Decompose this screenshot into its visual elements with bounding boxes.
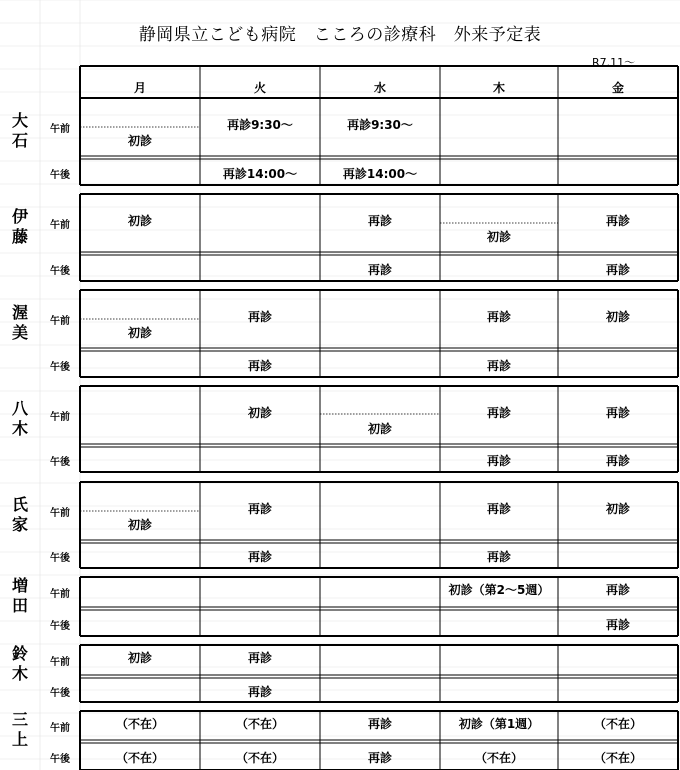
period-label-pm: 午後 bbox=[50, 169, 70, 181]
schedule-cell-pm: 再診 bbox=[247, 358, 272, 373]
schedule-cell-am: 再診 bbox=[605, 214, 630, 228]
schedule-cell-pm: （不在） bbox=[235, 751, 284, 765]
period-label-am: 午前 bbox=[50, 657, 70, 668]
schedule-cell-am: 初診（第1週） bbox=[458, 716, 540, 731]
schedule-cell-am: 再診 bbox=[247, 502, 272, 516]
schedule-cell-am: 再診9:30～ bbox=[347, 118, 413, 132]
doctor-name: 鈴 木 bbox=[11, 644, 28, 683]
period-label-am: 午前 bbox=[50, 220, 70, 231]
period-label-pm: 午後 bbox=[50, 553, 70, 564]
schedule-cell-am: 初診 bbox=[605, 502, 630, 516]
period-label-pm: 午後 bbox=[50, 754, 70, 765]
schedule-cell-am: 再診 bbox=[486, 310, 511, 324]
schedule-cell-am: 初診 bbox=[127, 325, 152, 340]
schedule-cell-pm: 再診 bbox=[486, 358, 511, 373]
schedule-cell-pm: 再診 bbox=[605, 262, 630, 277]
page-title: 静岡県立こども病院 こころの診療科 外来予定表 bbox=[138, 25, 542, 45]
schedule-cell-pm: 再診14:00～ bbox=[222, 166, 298, 181]
schedule-cell-am: 再診9:30～ bbox=[227, 118, 293, 132]
doctor-name: 増 田 bbox=[11, 576, 28, 615]
schedule-cell-pm: 再診 bbox=[247, 684, 272, 699]
period-label-pm: 午後 bbox=[50, 457, 70, 468]
day-header-0: 月 bbox=[133, 81, 146, 95]
period-label-am: 午前 bbox=[50, 722, 70, 734]
schedule-cell-am: 再診 bbox=[367, 214, 392, 228]
schedule-cell-pm: （不在） bbox=[115, 751, 164, 765]
schedule-cell-am: 初診（第2～5週） bbox=[448, 583, 550, 597]
doctor-name: 氏 家 bbox=[11, 495, 28, 534]
schedule-cell-am: （不在） bbox=[115, 716, 164, 731]
schedule-cell-am: 再診 bbox=[486, 406, 511, 420]
schedule-cell-pm: 再診 bbox=[605, 454, 630, 468]
schedule-cell-am: 初診 bbox=[486, 229, 511, 244]
schedule-cell-pm: 再診 bbox=[367, 751, 392, 765]
period-label-am: 午前 bbox=[50, 508, 70, 519]
schedule-cell-pm: 再診 bbox=[247, 550, 272, 564]
period-label-pm: 午後 bbox=[50, 687, 70, 699]
schedule-cell-am: 初診 bbox=[127, 517, 152, 532]
schedule-cell-pm: 再診 bbox=[367, 262, 392, 277]
schedule-cell-am: 初診 bbox=[367, 421, 392, 436]
period-label-pm: 午後 bbox=[50, 361, 70, 373]
schedule-cell-pm: 再診 bbox=[486, 454, 511, 468]
period-label-am: 午前 bbox=[50, 124, 70, 135]
period-label-am: 午前 bbox=[50, 589, 70, 600]
schedule-cell-am: 再診 bbox=[247, 651, 272, 665]
schedule-cell-pm: 再診 bbox=[605, 617, 630, 632]
day-header-1: 火 bbox=[253, 81, 266, 95]
doctor-name: 三 上 bbox=[11, 709, 28, 749]
period-label-pm: 午後 bbox=[50, 620, 70, 632]
doctor-name: 伊 藤 bbox=[11, 207, 28, 246]
schedule-cell-am: （不在） bbox=[235, 716, 284, 731]
schedule-cell-am: 再診 bbox=[247, 310, 272, 324]
schedule-cell-am: 再診 bbox=[605, 583, 630, 597]
doctor-name: 八 木 bbox=[11, 399, 28, 438]
schedule-cell-am: 再診 bbox=[605, 406, 630, 420]
schedule-cell-am: 初診 bbox=[127, 133, 152, 148]
period-label-pm: 午後 bbox=[50, 265, 70, 277]
day-header-3: 木 bbox=[492, 81, 505, 95]
schedule-cell-pm: （不在） bbox=[474, 751, 523, 765]
schedule-cell-pm: 再診14:00～ bbox=[342, 166, 418, 181]
doctor-name: 大 石 bbox=[11, 111, 28, 150]
schedule-cell-am: 初診 bbox=[127, 651, 152, 665]
effective-date: R7.11～ bbox=[592, 56, 636, 69]
day-header-2: 水 bbox=[373, 81, 386, 95]
schedule-cell-pm: （不在） bbox=[593, 751, 642, 765]
schedule-cell-pm: 再診 bbox=[486, 550, 511, 564]
schedule-cell-am: （不在） bbox=[593, 716, 642, 731]
schedule-cell-am: 再診 bbox=[486, 502, 511, 516]
period-label-am: 午前 bbox=[50, 412, 70, 423]
schedule-cell-am: 初診 bbox=[127, 214, 152, 228]
schedule-cell-am: 初診 bbox=[605, 310, 630, 324]
schedule-cell-am: 再診 bbox=[367, 716, 392, 731]
doctor-name: 渥 美 bbox=[11, 303, 28, 342]
schedule-cell-am: 初診 bbox=[247, 406, 272, 420]
day-header-4: 金 bbox=[611, 81, 624, 95]
period-label-am: 午前 bbox=[50, 316, 70, 327]
